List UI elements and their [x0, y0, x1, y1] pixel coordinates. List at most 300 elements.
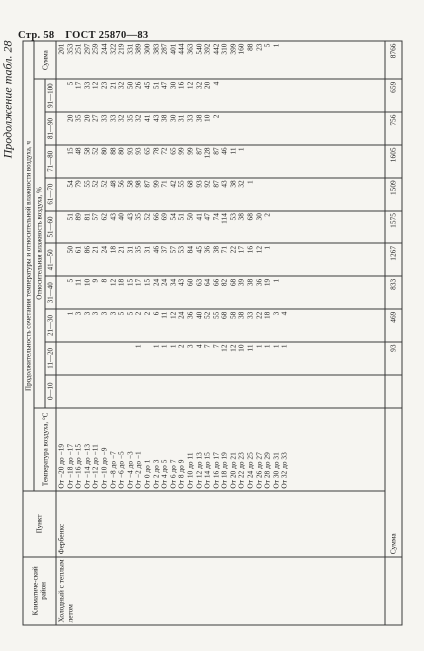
bin-value — [272, 180, 281, 208]
bin-value: 62 — [99, 213, 109, 221]
bin-value: 93 — [133, 147, 143, 155]
bin-value: 74 — [211, 213, 221, 221]
bin-value — [58, 377, 67, 405]
bin-value — [221, 377, 230, 405]
bin-value — [58, 312, 67, 340]
bin-value: 87 — [194, 147, 203, 155]
bin-value — [83, 344, 92, 372]
temperature-range: От −14 до −13 — [82, 443, 92, 489]
bin-value: 16 — [176, 81, 186, 90]
header-humidity: Относительная влажность воздуха, % — [34, 79, 45, 407]
standard-code: ГОСТ 25870—83 — [65, 30, 149, 41]
bin-value: 32 — [133, 114, 143, 122]
bin-value: 128 — [202, 147, 212, 159]
bin-value: 52 — [90, 147, 100, 155]
bin-value: 35 — [73, 114, 83, 122]
bin-value: 68 — [245, 213, 255, 221]
temperature-range: От −2 до −1 — [133, 451, 143, 489]
bin-value: 50 — [125, 81, 135, 90]
bin-value — [66, 377, 75, 405]
bin-value — [281, 147, 290, 175]
bin-values-column — [56, 211, 385, 244]
header-bin: 41—50 — [45, 243, 56, 276]
row-total: 23 — [254, 43, 264, 51]
temperature-range: От −20 до −19 — [56, 443, 66, 489]
bin-value: 17 — [73, 81, 83, 90]
bin-value: 35 — [133, 245, 143, 254]
bin-value: 81 — [82, 213, 92, 221]
bin-value: 7 — [202, 344, 212, 349]
temperature-range: От 28 до 29 — [262, 452, 272, 489]
bin-value: 24 — [99, 245, 109, 254]
bin-value: 36 — [254, 278, 264, 287]
temperature-range: От 26 до 27 — [254, 452, 264, 489]
bin-value: 1 — [262, 344, 272, 349]
bin-value: 20 — [202, 81, 212, 90]
bin-value: 19 — [262, 278, 272, 287]
bin-value: 92 — [202, 180, 212, 188]
bin-value: 21 — [116, 245, 126, 254]
bin-value — [247, 377, 256, 405]
row-total: 389 — [133, 43, 143, 55]
bin-value — [272, 377, 281, 405]
bin-total-51-60: 1575 — [385, 211, 402, 244]
bin-value: 3 — [108, 311, 118, 316]
row-total: 322 — [108, 43, 118, 55]
bin-value: 32 — [236, 180, 246, 188]
point-cell: Фербенкс — [56, 491, 385, 557]
bin-value — [152, 377, 161, 405]
bin-value — [281, 246, 290, 274]
bin-value: 38 — [211, 245, 221, 254]
temperature-range: От −8 до −7 — [108, 451, 118, 489]
bin-value — [143, 377, 152, 405]
bin-value: 50 — [65, 245, 75, 254]
bin-value — [255, 147, 264, 175]
bin-value: 1 — [254, 344, 264, 349]
bin-value — [281, 115, 290, 143]
header-duration-group: Продолжительность сочетания температуры и относительной влажности воздуха, ч — [23, 41, 34, 491]
bin-value: 99 — [151, 180, 161, 188]
bin-value — [161, 377, 170, 405]
bin-value: 52 — [202, 311, 212, 320]
bin-value: 93 — [125, 147, 135, 155]
bin-value — [221, 82, 230, 110]
page-header — [18, 30, 148, 41]
bin-value: 31 — [142, 245, 152, 254]
bin-value: 50 — [185, 213, 195, 221]
temperature-range: От 6 до 7 — [168, 459, 178, 489]
bin-value: 86 — [82, 245, 92, 254]
bin-value: 33 — [99, 114, 109, 122]
bin-value — [281, 180, 290, 208]
bin-value: 6 — [151, 311, 161, 316]
bin-value: 12 — [108, 278, 118, 287]
bin-value: 46 — [219, 147, 229, 155]
bin-value — [229, 82, 238, 110]
bin-value — [92, 377, 101, 405]
bin-value: 41 — [142, 114, 152, 122]
bin-values-column — [56, 145, 385, 178]
bin-value: 47 — [202, 213, 212, 221]
bin-value: 41 — [194, 213, 203, 221]
bin-value — [272, 147, 281, 175]
row-total: 540 — [194, 43, 203, 55]
bin-value: 12 — [228, 344, 238, 352]
bin-value: 38 — [236, 213, 246, 221]
bin-value: 38 — [159, 114, 169, 122]
bin-total-41-50: 1267 — [385, 243, 402, 276]
bin-value — [272, 246, 281, 274]
bin-value: 55 — [82, 180, 92, 188]
bin-value — [109, 344, 118, 372]
bin-value: 31 — [125, 245, 135, 254]
bin-value: 58 — [125, 180, 135, 188]
bin-value — [247, 147, 256, 175]
bin-value: 64 — [202, 278, 212, 287]
bin-value: 72 — [159, 147, 169, 155]
bin-value: 60 — [185, 278, 195, 287]
row-total: 401 — [168, 43, 178, 55]
bin-value: 43 — [125, 213, 135, 221]
bin-value: 71 — [219, 245, 229, 254]
bin-values-column — [56, 276, 385, 309]
bin-value — [229, 115, 238, 143]
bin-value: 1 — [133, 344, 143, 349]
bin-value: 3 — [90, 311, 100, 316]
bin-value: 10 — [236, 344, 246, 352]
bin-value: 2 — [262, 213, 272, 217]
header-bin: 11—20 — [45, 342, 56, 375]
bin-value: 48 — [108, 180, 118, 188]
bin-value: 5 — [116, 311, 126, 316]
bin-value: 51 — [176, 213, 186, 221]
bin-value — [281, 82, 290, 110]
totals-blank — [385, 557, 402, 625]
bin-value: 66 — [151, 213, 161, 221]
temperature-range: От −12 до −11 — [90, 444, 100, 489]
bin-value: 33 — [245, 311, 255, 320]
bin-value: 1 — [245, 180, 255, 184]
bin-value: 24 — [151, 278, 161, 287]
bin-value: 45 — [142, 81, 152, 90]
rotated-table-block — [0, 40, 403, 626]
bin-value — [272, 82, 281, 110]
bin-value — [264, 147, 273, 175]
bin-value: 88 — [108, 147, 118, 155]
bin-value — [264, 82, 273, 110]
bin-value: 55 — [176, 180, 186, 188]
page-number: Стр. 58 — [18, 30, 55, 41]
bin-value: 2 — [211, 114, 221, 119]
row-total: 297 — [82, 43, 92, 55]
table-caption: Продолжение табл. 28 — [0, 40, 15, 159]
bin-values-column — [56, 309, 385, 342]
bin-value — [118, 377, 127, 405]
row-total: 353 — [65, 43, 75, 55]
bin-value: 89 — [73, 213, 83, 221]
bin-value: 38 — [228, 180, 238, 188]
bin-value: 9 — [90, 278, 100, 283]
bin-value: 1 — [271, 278, 281, 283]
bin-value: 68 — [185, 180, 195, 188]
header-climate-region: Климатиче-ский район — [23, 557, 56, 625]
bin-value — [169, 377, 178, 405]
header-bin: 0—10 — [45, 375, 56, 408]
bin-value: 43 — [151, 114, 161, 122]
bin-value: 48 — [73, 147, 83, 155]
bin-values-column — [56, 342, 385, 375]
row-total: 259 — [90, 43, 100, 55]
bin-value — [238, 377, 247, 405]
temperature-range: От 24 до 25 — [245, 452, 255, 489]
bin-value: 71 — [159, 180, 169, 188]
header-point: Пункт — [23, 491, 56, 557]
temperature-range: От 14 до 15 — [202, 452, 212, 489]
bin-value: 1 — [236, 147, 246, 152]
bin-value — [109, 377, 118, 405]
bin-total-0-10 — [385, 375, 402, 408]
row-total: 310 — [219, 43, 229, 55]
bin-value: 82 — [219, 278, 229, 287]
bin-value: 16 — [245, 245, 255, 254]
bin-value — [126, 377, 135, 405]
bin-value: 24 — [176, 311, 186, 320]
bin-value: 99 — [185, 147, 195, 155]
temperature-range: От 8 до 9 — [176, 459, 186, 489]
bin-value: 87 — [211, 147, 221, 155]
bin-value: 114 — [219, 213, 229, 224]
bin-value — [272, 213, 281, 241]
bin-value — [126, 344, 135, 372]
bin-value: 18 — [116, 278, 126, 287]
row-total: 160 — [236, 43, 246, 55]
bin-value: 36 — [185, 311, 195, 320]
bin-value: 17 — [133, 278, 143, 287]
bin-value: 26 — [133, 81, 143, 90]
bin-value: 36 — [202, 245, 212, 254]
bin-value: 3 — [271, 311, 281, 316]
bin-value — [58, 82, 67, 110]
bin-value: 18 — [108, 245, 118, 254]
temperature-range: От 30 до 31 — [271, 452, 281, 489]
row-totals-column — [56, 41, 385, 79]
bin-value: 35 — [125, 114, 135, 122]
bin-value — [178, 377, 187, 405]
bin-value: 12 — [219, 344, 229, 352]
header-bin: 91—100 — [45, 79, 56, 112]
bin-value — [92, 344, 101, 372]
bin-value: 15 — [125, 278, 135, 287]
bin-value: 42 — [168, 180, 178, 188]
bin-value: 1 — [271, 344, 281, 349]
bin-value: 2 — [133, 311, 143, 316]
bin-value: 3 — [99, 311, 109, 316]
bin-value: 39 — [236, 278, 246, 287]
bin-value: 12 — [185, 81, 195, 90]
bin-value — [143, 344, 152, 372]
bin-value: 63 — [194, 278, 203, 287]
bin-value: 2 — [142, 311, 152, 316]
bin-value: 53 — [176, 245, 186, 254]
row-total: 201 — [56, 43, 66, 55]
row-total: 287 — [159, 43, 169, 55]
row-total: 392 — [202, 43, 212, 55]
bin-value: 11 — [159, 311, 169, 319]
sum-label: Сумма — [385, 408, 402, 557]
bin-value — [58, 279, 67, 307]
temperature-range: От 22 до 23 — [236, 452, 246, 489]
bin-total-21-30: 469 — [385, 309, 402, 342]
bin-value — [221, 115, 230, 143]
bin-value: 30 — [254, 213, 264, 221]
temperature-ranges — [56, 408, 385, 491]
bin-value: 40 — [116, 213, 126, 221]
bin-value: 55 — [211, 311, 221, 320]
bin-value — [264, 115, 273, 143]
bin-value: 52 — [90, 180, 100, 188]
bin-value: 12 — [168, 311, 178, 320]
bin-value: 43 — [219, 180, 229, 188]
bin-values-column — [56, 243, 385, 276]
bin-value: 5 — [65, 278, 75, 283]
bin-value — [100, 344, 109, 372]
bin-value: 40 — [194, 311, 203, 320]
bin-value: 3 — [82, 311, 92, 316]
temperature-range: От −18 до −17 — [65, 443, 75, 489]
bin-value: 38 — [245, 278, 255, 287]
row-total: 399 — [228, 43, 238, 55]
bin-value — [118, 344, 127, 372]
table-row — [56, 41, 385, 625]
bin-value — [83, 377, 92, 405]
bin-value — [281, 213, 290, 241]
bin-value: 4 — [211, 81, 221, 86]
bin-value: 58 — [82, 147, 92, 155]
bin-value: 57 — [168, 245, 178, 254]
bin-value — [264, 180, 273, 208]
bin-values-column — [56, 112, 385, 145]
header-bin: 31—40 — [45, 276, 56, 309]
bin-value: 80 — [116, 147, 126, 155]
bin-value: 38 — [194, 114, 203, 122]
bin-value — [75, 377, 84, 405]
bin-value: 7 — [211, 344, 221, 349]
row-total — [281, 44, 290, 77]
bin-value — [75, 344, 84, 372]
bin-total-61-70: 1509 — [385, 178, 402, 211]
row-total: 363 — [185, 43, 195, 55]
bin-value — [195, 377, 204, 405]
bin-value: 38 — [236, 311, 246, 320]
bin-value — [135, 377, 144, 405]
bin-value: 34 — [168, 278, 178, 287]
header-bin: 51—60 — [45, 211, 56, 244]
bin-value: 27 — [90, 114, 100, 122]
bin-value: 20 — [65, 114, 75, 122]
bin-value — [238, 82, 247, 110]
row-total: 1 — [271, 43, 281, 48]
temperature-range: От 18 до 19 — [219, 452, 229, 489]
temperature-range: От −10 до −9 — [99, 447, 109, 489]
bin-value: 5 — [125, 311, 135, 316]
bin-value: 66 — [211, 278, 221, 287]
bin-value: 68 — [219, 311, 229, 320]
temperature-range: От 10 до 11 — [185, 452, 195, 489]
bin-value: 5 — [65, 81, 75, 86]
bin-value: 11 — [245, 344, 255, 352]
bin-value: 20 — [82, 114, 92, 122]
bin-value: 15 — [65, 147, 75, 155]
bin-value: 52 — [142, 213, 152, 221]
bin-value: 8 — [99, 278, 109, 283]
bin-value: 99 — [176, 147, 186, 155]
bin-value: 12 — [90, 81, 100, 90]
bin-value: 32 — [116, 81, 126, 90]
header-bin: 21—30 — [45, 309, 56, 342]
bin-value: 56 — [116, 180, 126, 188]
header-bin: 81—90 — [45, 112, 56, 145]
bin-value — [204, 377, 213, 405]
bin-value — [238, 115, 247, 143]
bin-value: 45 — [194, 245, 203, 254]
bin-value: 35 — [133, 213, 143, 221]
row-total: 444 — [176, 43, 186, 55]
bin-value: 11 — [73, 278, 83, 286]
bin-value: 1 — [279, 344, 289, 349]
bin-value: 2 — [176, 344, 186, 349]
bin-value: 58 — [228, 311, 238, 320]
row-total: 5 — [262, 43, 272, 48]
bin-value: 4 — [194, 344, 203, 349]
header-total: Сумма — [34, 41, 56, 79]
bin-value: 52 — [99, 180, 109, 188]
bin-value: 33 — [108, 114, 118, 122]
bin-value — [247, 115, 256, 143]
bin-value: 1 — [65, 311, 75, 316]
header-bin: 61—70 — [45, 178, 56, 211]
bin-value — [255, 377, 264, 405]
bin-value: 10 — [202, 114, 212, 122]
bin-value — [229, 377, 238, 405]
bin-value: 93 — [194, 180, 203, 188]
bin-total-11-20: 93 — [385, 342, 402, 375]
bin-value: 65 — [142, 147, 152, 155]
bin-value: 22 — [254, 311, 264, 320]
bin-value: 33 — [185, 114, 195, 122]
bin-value: 18 — [262, 311, 272, 320]
bin-values-column — [56, 79, 385, 112]
bin-value: 30 — [168, 114, 178, 122]
data-table — [23, 41, 403, 626]
bin-value: 21 — [90, 245, 100, 254]
bin-value: 69 — [159, 213, 169, 221]
bin-value: 23 — [99, 81, 109, 90]
header-temperature: Температура воздуха, °С — [34, 408, 56, 491]
bin-value: 33 — [82, 81, 92, 90]
bin-value: 3 — [73, 311, 83, 316]
bin-value — [212, 377, 221, 405]
bin-value — [255, 82, 264, 110]
bin-total-91-100: 659 — [385, 79, 402, 112]
bin-value: 54 — [65, 180, 75, 188]
bin-value: 22 — [228, 245, 238, 254]
row-total: 383 — [151, 43, 161, 55]
bin-value: 51 — [151, 81, 161, 90]
bin-value: 84 — [185, 245, 195, 254]
temperature-range: От −6 до −5 — [116, 451, 126, 489]
temperature-range: От 32 до 33 — [279, 452, 289, 489]
